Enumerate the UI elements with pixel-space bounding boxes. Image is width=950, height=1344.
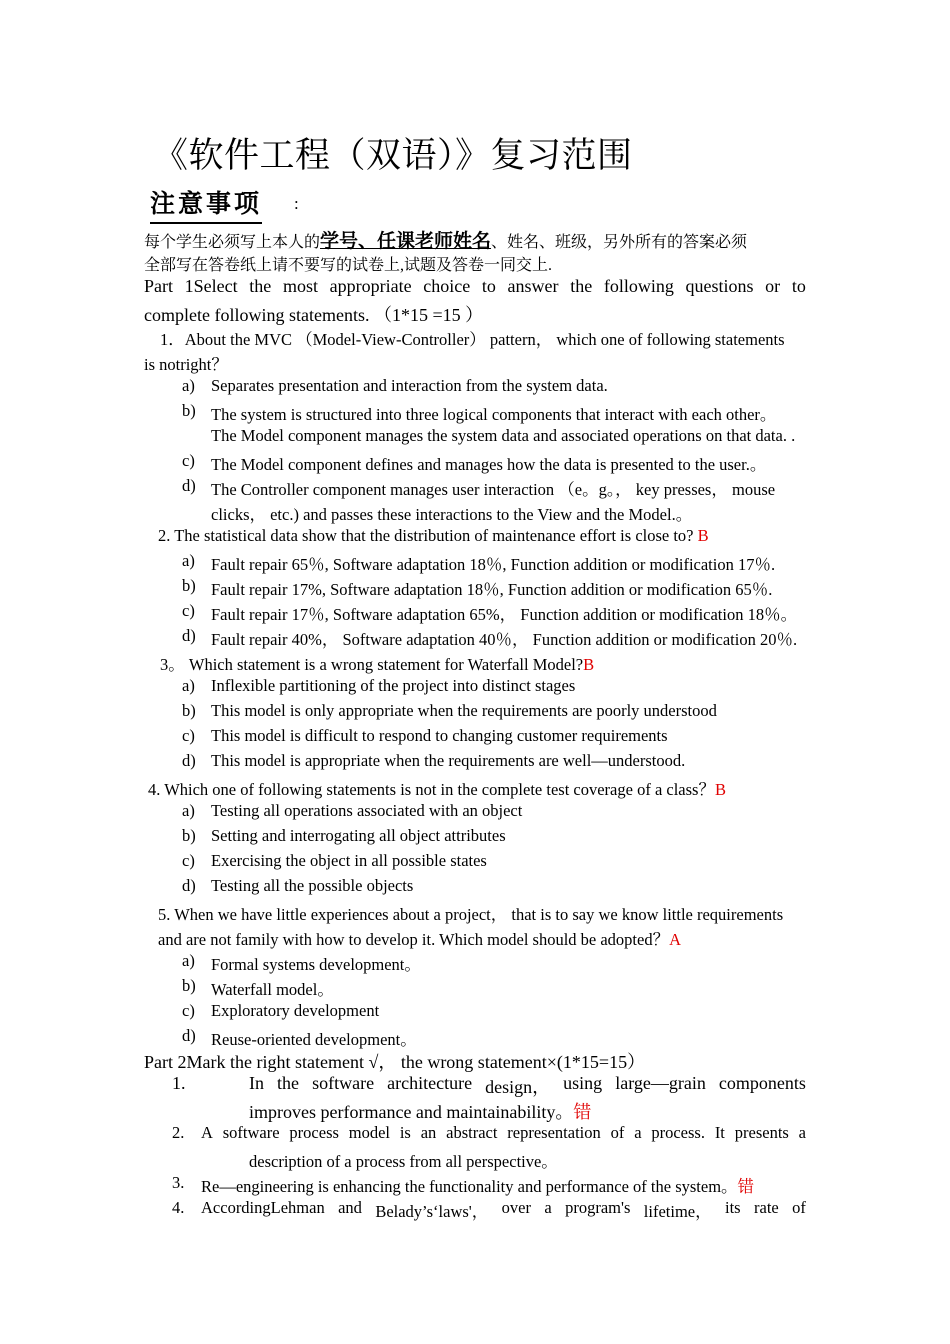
q2-answer: B <box>697 526 709 545</box>
q4-answer: B <box>714 780 726 799</box>
justified-word: software <box>222 1123 280 1142</box>
part1-heading-line2: complete following statements. （1*15 =15 ） <box>144 305 484 325</box>
p2-item2-line2: description of a process from all perspective。 <box>249 1152 558 1171</box>
justified-word: presents <box>734 1123 789 1142</box>
q4-option-b-label: b) <box>182 826 196 845</box>
p2-item1-line1-justified <box>249 1073 806 1099</box>
justified-word: representation <box>507 1123 601 1142</box>
q3-option-d: This model is appropriate when the requirements are well—understood. <box>211 751 686 770</box>
q1-option-c-label: c) <box>182 451 195 470</box>
q4-option-c: Exercising the object in all possible states <box>211 851 487 870</box>
q4-stem-text: 4. Which one of following statements is not in the complete test coverage of a class？ <box>148 780 715 799</box>
justified-word: choice <box>423 276 471 296</box>
q2-stem-text: 2. The statistical data show that the distribution of maintenance effort is close to? <box>158 526 694 545</box>
q3-option-c-label: c) <box>182 726 195 745</box>
notice-line-1 <box>144 226 747 253</box>
p2-item3-num: 3. <box>172 1173 185 1192</box>
justified-word: most <box>282 276 318 296</box>
q4-option-d: Testing all the possible objects <box>211 876 414 895</box>
justified-word: its <box>725 1198 741 1217</box>
justified-word: an <box>420 1123 437 1142</box>
justified-word: model <box>348 1123 390 1142</box>
justified-word: design， <box>485 1077 551 1097</box>
q1-option-b-label: b) <box>182 401 196 420</box>
justified-word: or <box>765 276 781 296</box>
part1-heading-line1 <box>144 276 806 297</box>
q1-option-a-label: a) <box>182 376 195 395</box>
q3-stem <box>160 651 594 675</box>
part2-heading: Part 2Mark the right statement √， the wrong statement×(1*15=15） <box>144 1052 646 1072</box>
justified-word: software <box>312 1073 375 1093</box>
q3-stem-text: 3。 Which statement is a wrong statement for Waterfall Model? <box>160 655 584 674</box>
p2-item4-line1 <box>201 1198 806 1222</box>
p2-item2-num: 2. <box>172 1123 185 1142</box>
q3-option-c: This model is difficult to respond to changing customer requirements <box>211 726 668 745</box>
q2-option-d-label: d) <box>182 626 196 645</box>
q4-option-a-label: a) <box>182 801 195 820</box>
notice-emphasis: 学号、任课老师姓名 <box>320 231 492 252</box>
justified-word: of <box>610 1123 625 1142</box>
justified-word: In <box>249 1073 264 1093</box>
justified-word: following <box>603 276 674 296</box>
p2-item4-line1-justified <box>201 1198 806 1222</box>
q2-option-b-label: b) <box>182 576 196 595</box>
q5-option-d-label: d) <box>182 1026 196 1045</box>
q1-option-b-line2: The Model component manages the system data and associated operations on that data. . <box>211 426 796 445</box>
q5-stem-text: and are not family with how to develop it. Which model should be adopted？ <box>158 930 670 949</box>
q1-option-d-label: d) <box>182 476 196 495</box>
justified-word: appropriate <box>329 276 412 296</box>
q5-option-a-label: a) <box>182 951 195 970</box>
q5-option-d: Reuse-oriented development。 <box>211 1030 417 1049</box>
p2-item1-line2-text: improves performance and maintainability。 <box>249 1102 574 1122</box>
notice-heading: 注意事项 <box>150 184 262 224</box>
justified-word: A <box>201 1123 213 1142</box>
justified-word: It <box>714 1123 725 1142</box>
q2-option-a: Fault repair 65％, Software adaptation 18％, Function addition or modification 17％. <box>211 555 776 574</box>
justified-word: of <box>792 1198 806 1217</box>
justified-word: AccordingLehman <box>201 1198 325 1217</box>
p2-item1-mark: 错 <box>573 1102 592 1122</box>
p2-item4-num: 4. <box>172 1198 185 1217</box>
q5-stem-line2 <box>158 926 681 950</box>
q1-option-b-line1: The system is structured into three logical components that interact with each other。 <box>211 405 777 424</box>
q1-stem-line2: is notright？ <box>144 355 228 374</box>
page-title: 《软件工程（双语）》复习范围 <box>153 136 633 175</box>
q4-option-d-label: d) <box>182 876 196 895</box>
justified-word: Part <box>144 276 173 296</box>
q3-option-a-label: a) <box>182 676 195 695</box>
p2-item3-text: Re—engineering is enhancing the functionality and performance of the system。 <box>201 1177 738 1196</box>
q5-option-c: Exploratory development <box>211 1001 380 1020</box>
justified-word: architecture <box>387 1073 473 1093</box>
justified-word: the <box>249 276 272 296</box>
part1-heading-justified <box>144 276 806 297</box>
q2-option-d: Fault repair 40%， Software adaptation 40％， Function addition or modification 20％. <box>211 630 798 649</box>
q4-option-a: Testing all operations associated with an object <box>211 801 523 820</box>
q3-option-d-label: d) <box>182 751 196 770</box>
q2-stem <box>158 526 709 546</box>
q1-option-a: Separates presentation and interaction from the system data. <box>211 376 608 395</box>
justified-word: large—grain <box>615 1073 706 1093</box>
q1-stem-line1: 1．About the MVC （Model-View-Controller） pattern， which one of following statements <box>160 330 785 349</box>
justified-word: using <box>563 1073 603 1093</box>
q4-option-b: Setting and interrogating all object attributes <box>211 826 506 845</box>
q5-option-b-label: b) <box>182 976 196 995</box>
q4-option-c-label: c) <box>182 851 195 870</box>
justified-word: and <box>338 1198 362 1217</box>
justified-word: the <box>570 276 593 296</box>
justified-word: questions <box>685 276 754 296</box>
q1-option-d-line1: The Controller component manages user interaction （e。g。， key presses， mouse <box>211 480 776 499</box>
q3-option-a: Inflexible partitioning of the project into distinct stages <box>211 676 576 695</box>
q2-option-c: Fault repair 17％, Software adaptation 65%， Function addition or modification 18％。 <box>211 605 798 624</box>
notice-colon: : <box>294 194 299 213</box>
p2-item3-line1 <box>201 1173 754 1197</box>
q3-option-b: This model is only appropriate when the requirements are poorly understood <box>211 701 717 720</box>
justified-word: to <box>481 276 496 296</box>
justified-word: is <box>399 1123 411 1142</box>
justified-word: answer <box>507 276 559 296</box>
q5-answer: A <box>669 930 682 949</box>
q2-option-c-label: c) <box>182 601 195 620</box>
justified-word: a <box>544 1198 552 1217</box>
justified-word: the <box>277 1073 300 1093</box>
p2-item2-line1-justified <box>201 1123 806 1143</box>
q5-stem-line1: 5. When we have little experiences about a project， that is to say we know little requirements <box>158 905 784 924</box>
p2-item1-line1 <box>249 1073 806 1099</box>
q5-option-a: Formal systems development。 <box>211 955 421 974</box>
justified-word: abstract <box>446 1123 498 1142</box>
q2-option-a-label: a) <box>182 551 195 570</box>
justified-word: 1Select <box>184 276 238 296</box>
justified-word: Belady’s‘laws'， <box>375 1202 489 1221</box>
q2-option-b: Fault repair 17%, Software adaptation 18％, Function addition or modification 65％. <box>211 580 773 599</box>
p2-item1-num: 1. <box>172 1073 186 1093</box>
q5-option-c-label: c) <box>182 1001 195 1020</box>
justified-word: process <box>289 1123 339 1142</box>
justified-word: rate <box>754 1198 779 1217</box>
justified-word: a <box>798 1123 806 1142</box>
notice-line-2: 全部写在答卷纸上请不要写的试卷上,试题及答卷一同交上. <box>144 257 553 274</box>
justified-word: program's <box>565 1198 631 1217</box>
justified-word: lifetime， <box>643 1202 712 1221</box>
p2-item3-mark: 错 <box>737 1177 755 1196</box>
justified-word: over <box>501 1198 531 1217</box>
p2-item1-line2 <box>249 1098 591 1124</box>
notice-text-post: 、姓名、班级，另外所有的答案必须 <box>491 234 748 251</box>
justified-word: components <box>718 1073 806 1093</box>
q5-option-b: Waterfall model。 <box>211 980 334 999</box>
q3-answer: B <box>583 655 595 674</box>
q1-option-d-line2: clicks， etc.) and passes these interactions to the View and the Model.。 <box>211 505 693 524</box>
q4-stem <box>148 776 726 800</box>
justified-word: a <box>634 1123 642 1142</box>
justified-word: to <box>791 276 806 296</box>
justified-word: process. <box>651 1123 705 1142</box>
q1-option-c: The Model component defines and manages how the data is presented to the user.。 <box>211 455 767 474</box>
notice-text-pre: 每个学生必须写上本人的 <box>144 234 321 251</box>
p2-item2-line1 <box>201 1123 806 1143</box>
q3-option-b-label: b) <box>182 701 196 720</box>
